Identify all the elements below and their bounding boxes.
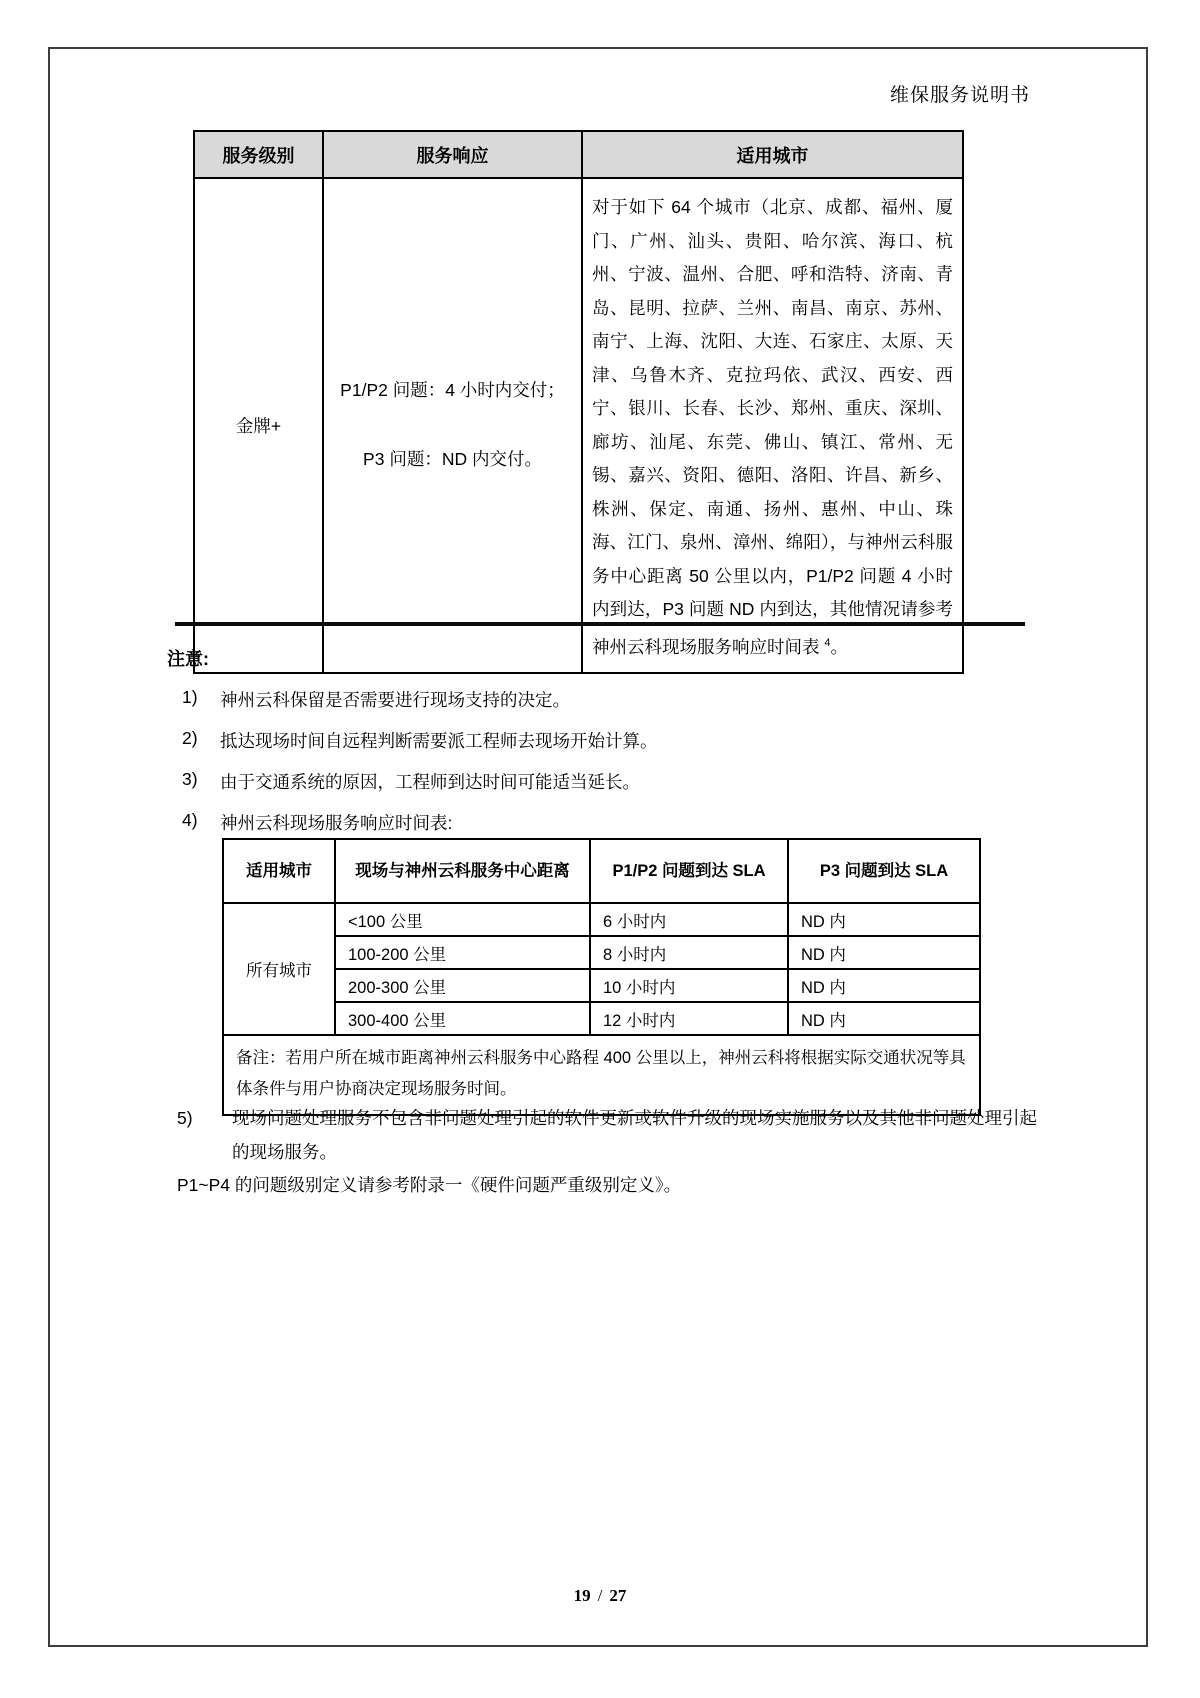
note-item-number: 2): [182, 728, 198, 748]
response-line-1: P1/P2 问题：4 小时内交付；: [340, 380, 565, 401]
distance-cell: 300-400 公里: [335, 1002, 590, 1035]
note-item-text: 抵达现场时间自远程判断需要派工程师去现场开始计算。: [220, 731, 658, 751]
service-table-header-row: [194, 131, 963, 178]
p1p2-sla-cell: 12 小时内: [590, 1002, 788, 1035]
table-row: [223, 903, 980, 936]
total-page-number: 27: [609, 1586, 627, 1605]
service-table-header-cities: 适用城市: [582, 131, 963, 178]
service-table-header-level: 服务级别: [194, 131, 323, 178]
note-item-number: 5): [177, 1108, 193, 1128]
service-response-cell: [323, 178, 582, 673]
service-level-table: [193, 130, 964, 674]
table-row: [223, 936, 980, 969]
applicable-cities-cell: [582, 178, 963, 673]
rt-header-p3-sla: P3 问题到达 SLA: [788, 839, 980, 903]
note-item-5: [177, 1101, 1052, 1169]
note-item-text: 现场问题处理服务不包含非问题处理引起的软件更新或软件升级的现场实施服务以及其他非问题处理引起的现场服务。: [232, 1108, 1037, 1162]
rt-header-city: 适用城市: [223, 839, 335, 903]
note-item-number: 3): [182, 769, 198, 789]
note-item-text: 由于交通系统的原因，工程师到达时间可能适当延长。: [220, 772, 640, 792]
notes-heading: 注意:: [167, 649, 209, 669]
table-row: [223, 1002, 980, 1035]
note-item-text: 神州云科保留是否需要进行现场支持的决定。: [220, 690, 570, 710]
distance-cell: <100 公里: [335, 903, 590, 936]
p1p2-sla-cell: 6 小时内: [590, 903, 788, 936]
table-row: [223, 969, 980, 1002]
page-number-separator: /: [597, 1586, 603, 1605]
note-item-3: [182, 769, 640, 794]
note-item-text: 神州云科现场服务响应时间表:: [220, 813, 453, 833]
distance-cell: 100-200 公里: [335, 936, 590, 969]
p3-sla-cell: ND 内: [788, 969, 980, 1002]
p1p2-sla-cell: 10 小时内: [590, 969, 788, 1002]
note-item-1: [182, 687, 570, 712]
note-item-4: [182, 810, 452, 835]
rt-header-distance: 现场与神州云科服务中心距离: [335, 839, 590, 903]
response-time-table: [222, 838, 981, 1116]
document-header-title: 维保服务说明书: [890, 84, 1031, 106]
p1p2-sla-cell: 8 小时内: [590, 936, 788, 969]
p3-sla-cell: ND 内: [788, 936, 980, 969]
section-divider-rule: [175, 622, 1025, 626]
response-line-2: P3 问题：ND 内交付。: [363, 449, 542, 470]
note-item-2: [182, 728, 658, 753]
table-remark: 备注：若用户所在城市距离神州云科服务中心路程 400 公里以上，神州云科将根据实际交通状况等具体条件与用户协商决定现场服务时间。: [223, 1035, 980, 1115]
cities-paragraph-end: 。: [830, 636, 848, 657]
note-item-number: 1): [182, 687, 198, 707]
severity-definition-footnote: P1~P4 的问题级别定义请参考附录一《硬件问题严重级别定义》。: [177, 1175, 682, 1195]
cities-paragraph: 对于如下 64 个城市（北京、成都、福州、厦门、广州、汕头、贵阳、哈尔滨、海口、杭州、宁波、温州、合肥、呼和浩特、济南、青岛、昆明、拉萨、兰州、南昌、南京、苏州、南宁、上海、沈阳、大连、石家庄、太原、天津、乌鲁木齐、克拉玛依、武汉、西安、西宁、银川、长春、长沙、郑州、重庆、深圳、廊坊、汕尾、东莞、佛山、镇江、常州、无锡、嘉兴、资阳、德阳、洛阳、许昌、新乡、株洲、保定、南通、扬州、惠州、中山、珠海、江门、泉州、漳州、绵阳），与神州云科服务中心距离 50 公里以内，P1/P2 问题 4 小时内到达，P3 问题 ND 内到达，其他情况请参考神州云科现场服务响应时间表: [592, 197, 953, 657]
p3-sla-cell: ND 内: [788, 903, 980, 936]
service-table-row: [194, 178, 963, 673]
response-time-header-row: [223, 839, 980, 903]
note-item-number: 4): [182, 810, 198, 830]
service-level-cell: 金牌+: [194, 178, 323, 673]
current-page-number: 19: [573, 1586, 591, 1605]
p3-sla-cell: ND 内: [788, 1002, 980, 1035]
rt-header-p1p2-sla: P1/P2 问题到达 SLA: [590, 839, 788, 903]
distance-cell: 200-300 公里: [335, 969, 590, 1002]
service-table-header-response: 服务响应: [323, 131, 582, 178]
page-number: [0, 1586, 1200, 1606]
city-scope-cell: 所有城市: [223, 903, 335, 1035]
footnote-reference-4: 4: [824, 636, 831, 649]
